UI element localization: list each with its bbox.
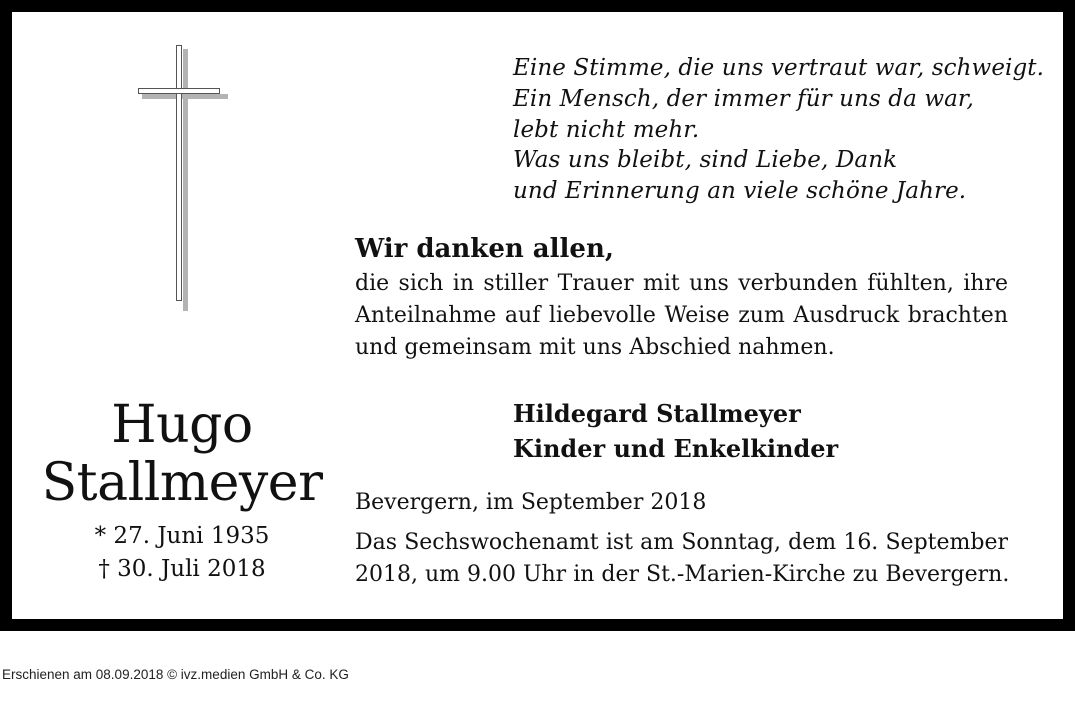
poem-line: und Erinnerung an viele schöne Jahre. [513, 178, 967, 205]
deceased-block [32, 396, 332, 586]
obituary-notice [12, 12, 1063, 619]
publication-footer: Erschienen am 08.09.2018 © ivz.medien GmbH & Co. KG [2, 667, 349, 682]
service-line: 2018, um 9.00 Uhr in der St.-Marien-Kirche zu Bevergern. [355, 562, 1010, 587]
poem-line: lebt nicht mehr. [513, 116, 700, 143]
mourners-list [513, 396, 838, 466]
death-date: † 30. Juli 2018 [98, 556, 266, 582]
service-line: Das Sechswochenamt ist am Sonntag, dem 16. September [355, 530, 1008, 555]
cross-icon [138, 45, 230, 311]
thanks-heading: Wir danken allen, [355, 234, 614, 264]
deceased-first-name: Hugo [111, 395, 253, 455]
place-date: Bevergern, im September 2018 [355, 490, 707, 515]
poem-line: Ein Mensch, der immer für uns da war, [513, 85, 974, 112]
thanks-line: die sich in stiller Trauer mit uns verbunden fühlten, ihre [355, 271, 1008, 296]
mourner-name: Hildegard Stallmeyer [513, 399, 801, 428]
deceased-last-name: Stallmeyer [41, 453, 323, 513]
thanks-line: Anteilnahme auf liebevolle Weise zum Ausdruck brachten [355, 303, 1008, 328]
poem-line: Eine Stimme, die uns vertraut war, schweigt. [513, 55, 1045, 81]
birth-date: * 27. Juni 1935 [94, 523, 270, 549]
service-announcement [355, 527, 1008, 591]
thanks-line: und gemeinsam mit uns Abschied nahmen. [355, 335, 835, 360]
memorial-poem [513, 53, 1053, 207]
thanks-text [355, 268, 1008, 364]
mourner-name: Kinder und Enkelkinder [513, 434, 839, 463]
poem-line: Was uns bleibt, sind Liebe, Dank [513, 147, 898, 174]
